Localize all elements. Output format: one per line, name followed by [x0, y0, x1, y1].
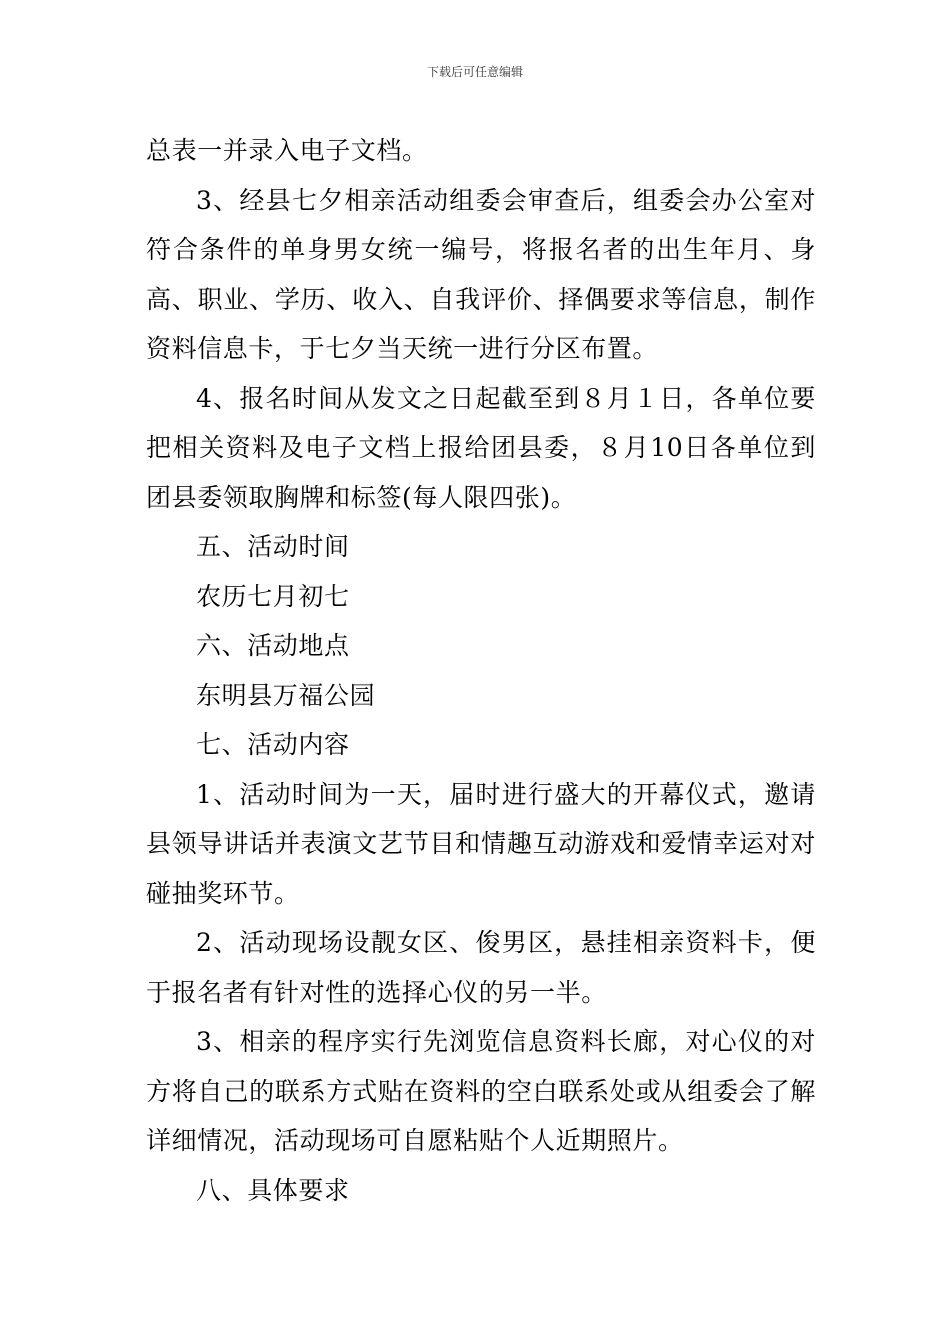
- paragraph-content-item-2: 2、活动现场设靓女区、俊男区，悬挂相亲资料卡，便于报名者有针对性的选择心仪的另一半。: [146, 928, 816, 1007]
- section-heading-content: 七、活动内容: [196, 730, 350, 759]
- paragraph-content-item-3: 3、相亲的程序实行先浏览信息资料长廊，对心仪的对方将自己的联系方式贴在资料的空白联系处或从组委会了解详细情况，活动现场可自愿粘贴个人近期照片。: [146, 1027, 816, 1155]
- paragraph-content-item-1: 1、活动时间为一天，届时进行盛大的开幕仪式，邀请县领导讲话并表演文艺节目和情趣互动游戏和爱情幸运对对碰抽奖环节。: [146, 779, 816, 908]
- paragraph-item-3-review: 3、经县七夕相亲活动组委会审查后，组委会办公室对符合条件的单身男女统一编号，将报名者的出生年月、身高、职业、学历、收入、自我评价、择偶要求等信息，制作资料信息卡，于七夕当天统一进行分区布置。: [146, 185, 816, 363]
- paragraph-continuation: 总表一并录入电子文档。: [146, 136, 428, 165]
- paragraph-time-value: 农历七月初七: [196, 581, 350, 611]
- section-heading-location: 六、活动地点: [196, 631, 350, 660]
- section-heading-time: 五、活动时间: [196, 532, 350, 561]
- paragraph-location-value: 东明县万福公园: [196, 680, 376, 710]
- document-body: [146, 126, 816, 1215]
- paragraph-item-4-registration: 4、报名时间从发文之日起截至到８月１日，各单位要把相关资料及电子文档上报给团县委，８月10日各单位到团县委领取胸牌和标签(每人限四张)。: [146, 383, 816, 512]
- page-header: 下载后可任意编辑: [426, 65, 523, 79]
- section-heading-requirements: 八、具体要求: [196, 1175, 350, 1205]
